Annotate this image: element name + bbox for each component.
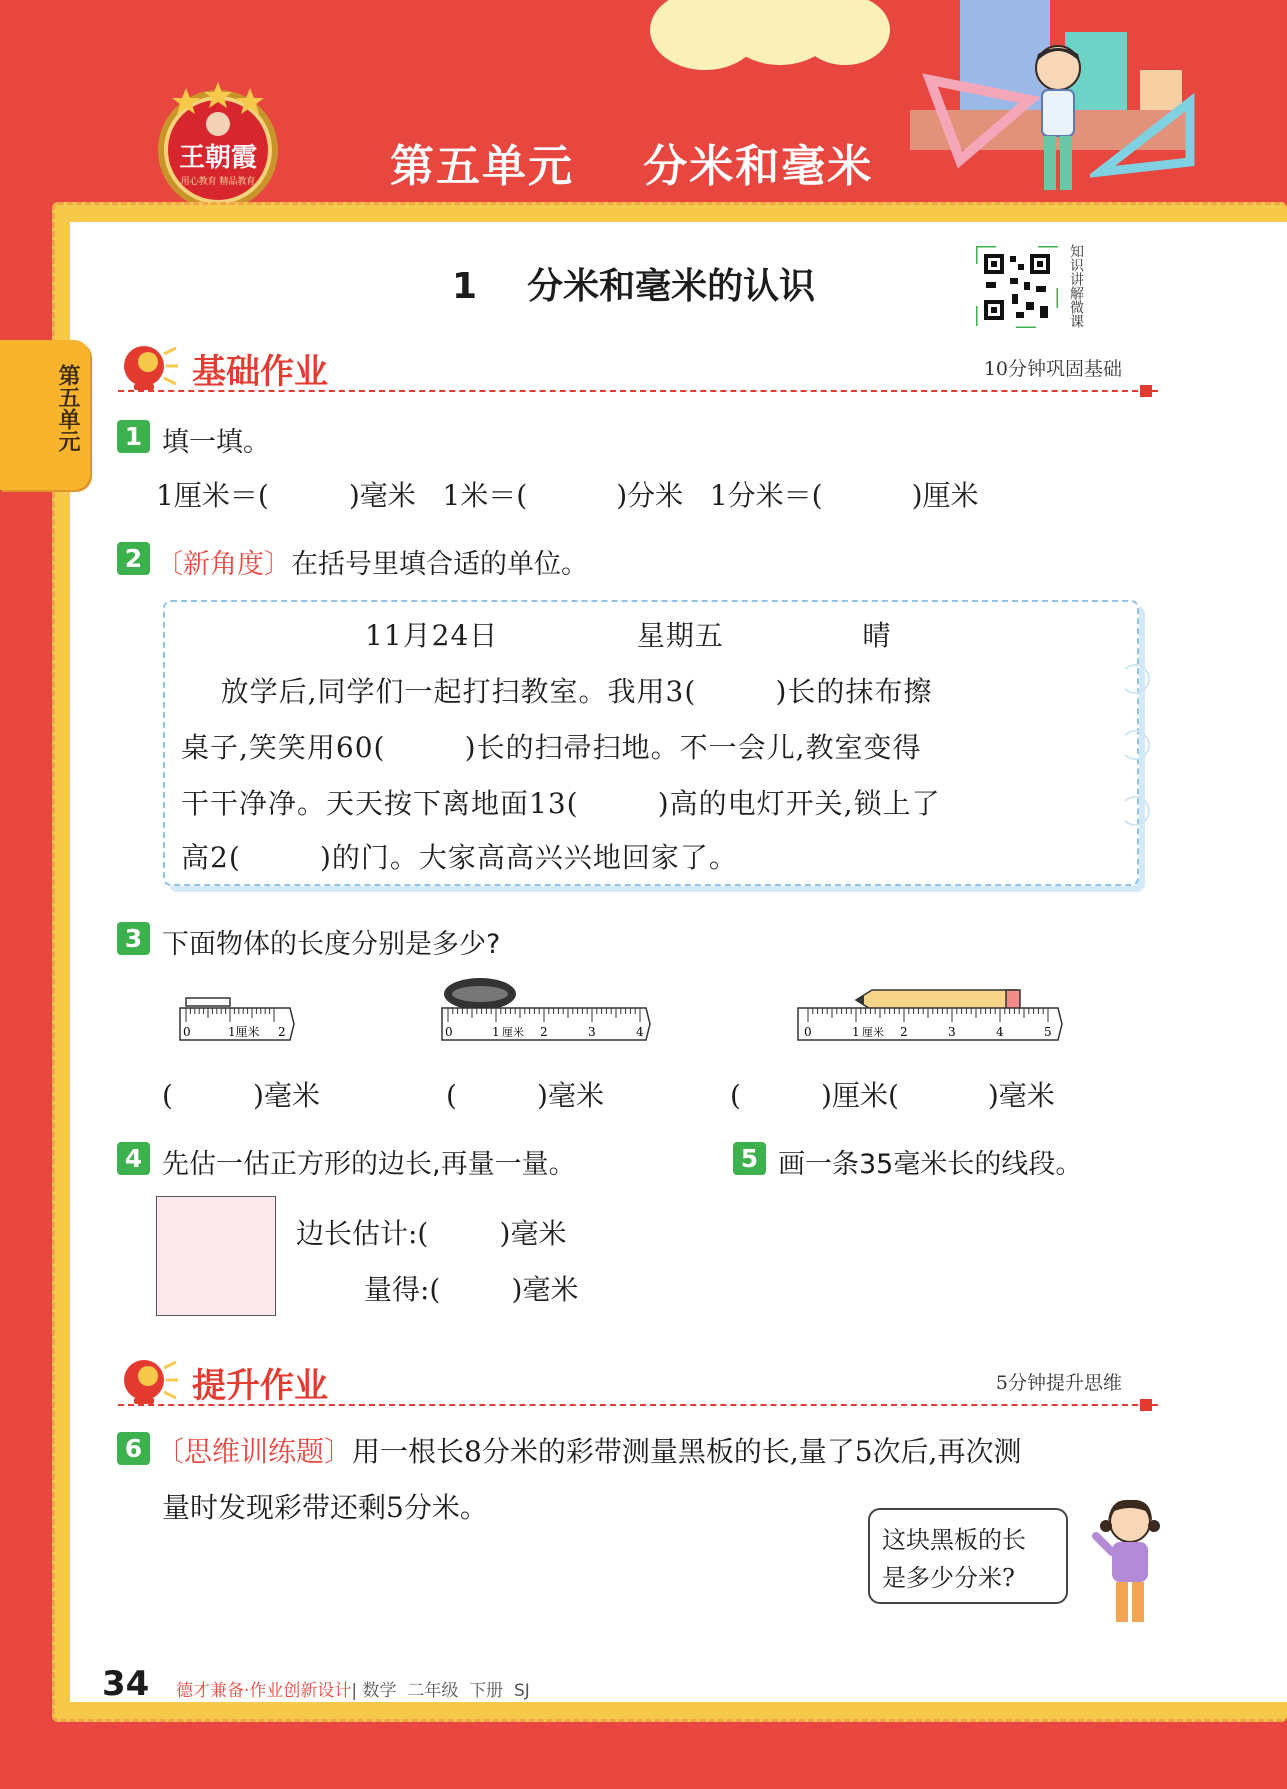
ruler-3-unit: 厘米 — [862, 1026, 884, 1039]
unit-title: 第五单元 分米和毫米 — [390, 141, 874, 192]
question-1-fill-line[interactable]: 1厘米＝( )毫米 1米＝( )分米 1分米＝( )厘米 — [156, 479, 979, 512]
ruler-2-tick-0: 0 — [445, 1025, 453, 1039]
qr-code-icon[interactable] — [976, 246, 1058, 328]
question-6-prompt-continued: 量时发现彩带还剩5分米。 — [162, 1491, 488, 1524]
measured-strip — [186, 998, 230, 1006]
question-2-text — [156, 542, 588, 581]
question-number-2: 2 — [117, 542, 150, 575]
question-6-text — [156, 1430, 1021, 1470]
ruler-2-tick-4: 4 — [636, 1025, 644, 1039]
unit-side-tab — [0, 340, 90, 490]
binder-ring — [1120, 664, 1150, 694]
set-square-icon — [1090, 92, 1200, 182]
question-4-measured[interactable]: 量得:( )毫米 — [364, 1273, 579, 1306]
diary-date-line: 11月24日 星期五 晴 — [365, 619, 892, 652]
page-number: 34 — [102, 1664, 150, 1704]
alarm-bell-icon — [118, 338, 178, 394]
question-3-answer-2[interactable]: ( )毫米 — [446, 1079, 604, 1112]
ruler-2-tick-1: 1 — [492, 1025, 500, 1039]
question-number-3: 3 — [117, 922, 150, 955]
ruler-1-tick-2: 2 — [278, 1025, 286, 1039]
logo-slogan: 用心教育 精品教育 — [180, 177, 256, 187]
section-basic-header — [118, 338, 1158, 398]
binder-ring — [1120, 796, 1150, 826]
ruler-1 — [178, 990, 296, 1052]
question-5-prompt: 画一条35毫米长的线段。 — [778, 1149, 1083, 1180]
girl-illustration — [1090, 1496, 1170, 1626]
question-3-answer-3[interactable]: ( )厘米( )毫米 — [730, 1079, 1055, 1112]
ruler-2-unit: 厘米 — [502, 1026, 524, 1039]
ruler-3-tick-4: 4 — [996, 1025, 1004, 1039]
cloud-decoration — [640, 0, 900, 70]
ruler-3-tick-1: 1 — [852, 1025, 860, 1039]
ruler-2-tick-3: 3 — [588, 1025, 596, 1039]
question-number-5: 5 — [733, 1142, 766, 1175]
section-advanced-title: 提升作业 — [192, 1366, 328, 1406]
logo-text: 王朝霞 — [178, 143, 258, 173]
diary-box — [163, 600, 1139, 886]
ruler-3-tick-0: 0 — [804, 1025, 812, 1039]
section-basic-title: 基础作业 — [192, 352, 328, 392]
pencil-object — [856, 990, 1016, 1010]
diary-line-2[interactable]: 桌子,笑笑用60( )长的扫帚扫地。不一会儿,教室变得 — [181, 731, 922, 764]
question-3-answer-1[interactable]: ( )毫米 — [162, 1079, 320, 1112]
ruler-3 — [796, 980, 1066, 1052]
speech-bubble — [868, 1508, 1068, 1604]
ruler-3-tick-3: 3 — [948, 1025, 956, 1039]
section-basic-note: 10分钟巩固基础 — [983, 358, 1122, 380]
section-advanced-header — [118, 1352, 1158, 1412]
question-2-tag: 〔新角度〕 — [156, 549, 291, 580]
section-divider-end — [1140, 385, 1152, 397]
footer-info — [176, 1676, 530, 1701]
ruler-3-tick-2: 2 — [900, 1025, 908, 1039]
question-4-estimate[interactable]: 边长估计:( )毫米 — [296, 1217, 567, 1250]
diary-line-1[interactable]: 放学后,同学们一起打扫教室。我用3( )长的抹布擦 — [181, 675, 933, 708]
question-2-prompt: 在括号里填合适的单位。 — [291, 549, 588, 580]
ruler-1-tick-1: 1厘米 — [228, 1025, 260, 1039]
lesson-title: 1 分米和毫米的认识 — [452, 266, 816, 307]
footer-subject: | 数学 二年级 下册 SJ — [351, 1681, 530, 1701]
question-number-1: 1 — [117, 420, 150, 453]
ruler-2 — [440, 976, 654, 1052]
question-number-6: 6 — [117, 1432, 150, 1465]
question-number-4: 4 — [117, 1142, 150, 1175]
boy-illustration — [1018, 40, 1098, 210]
alarm-bell-icon — [118, 1352, 178, 1408]
question-4-prompt: 先估一估正方形的边长,再量一量。 — [162, 1149, 576, 1180]
side-tab-label: 第五单元 — [55, 364, 80, 452]
bubble-line-1: 这块黑板的长 — [882, 1526, 1026, 1554]
question-6-prompt: 用一根长8分米的彩带测量黑板的长,量了5次后,再次测 — [352, 1435, 1022, 1468]
diary-line-4[interactable]: 高2( )的门。大家高高兴兴地回家了。 — [181, 841, 738, 874]
question-6-tag: 〔思维训练题〕 — [156, 1435, 353, 1468]
question-3-prompt: 下面物体的长度分别是多少? — [162, 929, 501, 960]
ruler-1-tick-0: 0 — [183, 1025, 191, 1039]
square-figure — [156, 1196, 276, 1316]
section-divider — [118, 1404, 1158, 1406]
question-1-prompt: 填一填。 — [162, 427, 270, 458]
qr-label: 知识讲解微课 — [1068, 244, 1084, 328]
diary-line-3[interactable]: 干干净净。天天按下离地面13( )高的电灯开关,锁上了 — [181, 787, 941, 820]
binder-ring — [1120, 730, 1150, 760]
section-advanced-note: 5分钟提升思维 — [995, 1372, 1122, 1394]
section-divider-end — [1140, 1399, 1152, 1411]
bubble-line-2: 是多少分米? — [882, 1564, 1015, 1592]
section-divider — [118, 390, 1158, 392]
ruler-3-tick-5: 5 — [1044, 1025, 1052, 1039]
brand-logo — [152, 80, 284, 212]
footer-series: 德才兼备·作业创新设计 — [176, 1681, 352, 1701]
ruler-2-tick-2: 2 — [540, 1025, 548, 1039]
